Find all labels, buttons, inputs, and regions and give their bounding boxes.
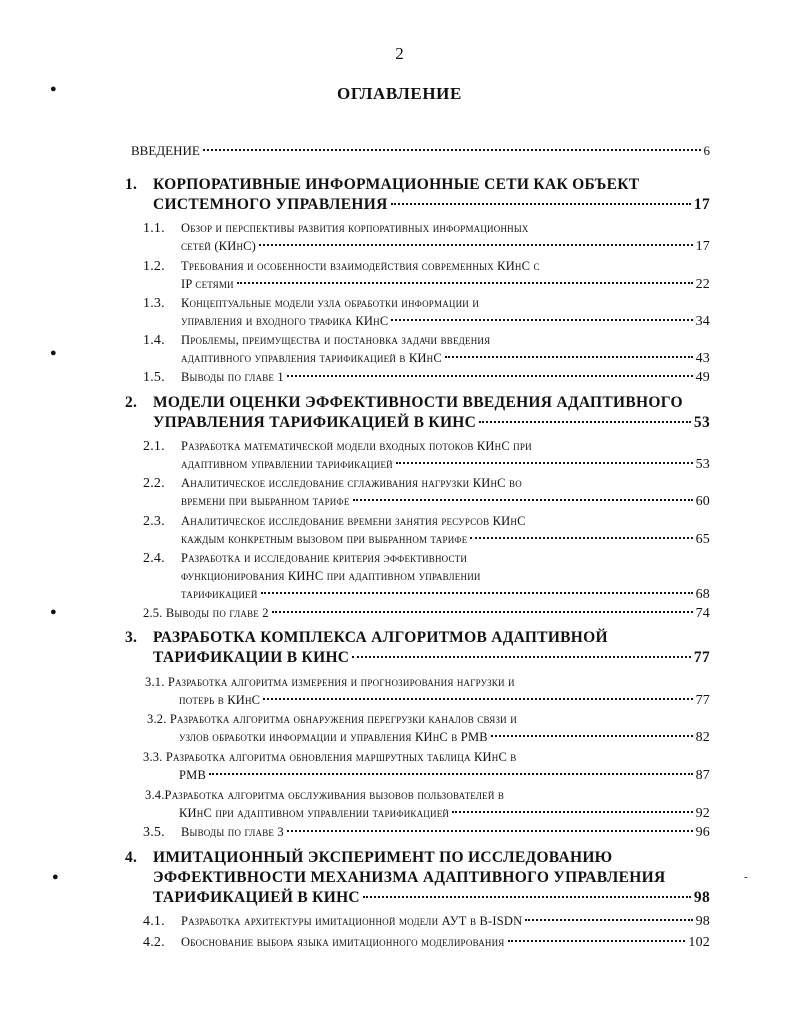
toc-section-2-4[interactable] bbox=[143, 549, 710, 604]
section-number: 1.4. bbox=[143, 333, 165, 348]
section-title-line: 2.5. Выводы по главе 2 bbox=[143, 606, 269, 620]
section-title-line: Разработка и исследование критерия эффективности bbox=[181, 551, 468, 565]
chapter-title-line: РАЗРАБОТКА КОМПЛЕКСА АЛГОРИТМОВ АДАПТИВНОЙ bbox=[153, 629, 608, 646]
section-number: 4.1. bbox=[143, 914, 165, 929]
section-title-line: функционирования КИНС при адаптивном управлении bbox=[181, 569, 481, 583]
dot-leader bbox=[287, 830, 693, 832]
toc-section-1-4[interactable] bbox=[143, 331, 710, 368]
dot-leader bbox=[352, 656, 691, 658]
toc-page-number: 77 bbox=[695, 693, 710, 708]
dot-leader bbox=[470, 537, 692, 539]
section-title-line: сетей (КИнС) bbox=[181, 239, 257, 253]
dot-leader bbox=[391, 319, 692, 321]
dot-leader bbox=[445, 356, 693, 358]
toc-page-number: 22 bbox=[695, 277, 710, 292]
chapter-title-line: СИСТЕМНОГО УПРАВЛЕНИЯ bbox=[153, 196, 388, 213]
section-title-line: узлов обработки информации и управления КИнС в РМВ bbox=[179, 730, 488, 744]
chapter-number: 1. bbox=[125, 176, 138, 193]
toc-page-number: 53 bbox=[695, 457, 710, 472]
toc-page-number: 77 bbox=[693, 649, 710, 666]
dot-leader bbox=[259, 244, 693, 246]
chapter-title-line: УПРАВЛЕНИЯ ТАРИФИКАЦИЕЙ В КИНС bbox=[153, 414, 477, 431]
chapter-title-line: ТАРИФИКАЦИИ В КИНС bbox=[153, 649, 350, 666]
section-title-line: Выводы по главе 1 bbox=[181, 370, 284, 384]
section-title-line: времени при выбранном тарифе bbox=[181, 494, 350, 508]
toc-page-number: 98 bbox=[695, 914, 710, 929]
section-title-line: РМВ bbox=[179, 768, 207, 782]
dot-leader bbox=[363, 896, 691, 898]
section-title-line: Выводы по главе 3 bbox=[181, 825, 284, 839]
chapter-title-line: ЭФФЕКТИВНОСТИ МЕХАНИЗМА АДАПТИВНОГО УПРАВЛЕНИЯ bbox=[153, 869, 666, 886]
section-title-line: управления и входного трафика КИнС bbox=[181, 314, 389, 328]
toc-title: ОГЛАВЛЕНИЕ bbox=[337, 84, 462, 103]
section-number: 2.2. bbox=[143, 476, 165, 491]
toc-section-1-2[interactable] bbox=[143, 257, 710, 294]
section-number: 1.3. bbox=[143, 296, 165, 311]
dot-leader bbox=[508, 940, 686, 942]
section-title-line: Концептуальные модели узла обработки информации и bbox=[181, 296, 480, 310]
section-title-line: потерь в КИнС bbox=[179, 693, 261, 707]
toc-section-3-1[interactable] bbox=[145, 673, 710, 710]
section-title-line: каждым конкретным вызовом при выбранном тарифе bbox=[181, 532, 468, 546]
dot-leader bbox=[479, 421, 691, 423]
section-title-line: 3.2. Разработка алгоритма обнаружения перегрузки каналов связи и bbox=[147, 712, 517, 726]
chapter-number: 4. bbox=[125, 849, 138, 866]
chapter-title-line: ИМИТАЦИОННЫЙ ЭКСПЕРИМЕНТ ПО ИССЛЕДОВАНИЮ bbox=[153, 849, 613, 866]
chapter-title-line: МОДЕЛИ ОЦЕНКИ ЭФФЕКТИВНОСТИ ВВЕДЕНИЯ АДАПТИВНОГО bbox=[153, 394, 683, 411]
toc-page-number: 87 bbox=[695, 768, 710, 783]
dot-leader bbox=[287, 375, 693, 377]
toc-page-number: 53 bbox=[693, 414, 710, 431]
toc-page-number: 102 bbox=[688, 935, 710, 950]
toc-page-number: 92 bbox=[695, 806, 710, 821]
dot-leader bbox=[237, 282, 693, 284]
toc-page-number: 98 bbox=[693, 889, 710, 906]
toc-section-2-5[interactable] bbox=[143, 604, 710, 623]
section-title-line: Разработка математической модели входных потоков КИнС при bbox=[181, 439, 532, 453]
toc-section-2-2[interactable] bbox=[143, 474, 710, 511]
toc-chapter-1[interactable] bbox=[125, 175, 710, 215]
toc-page-number: 49 bbox=[695, 370, 710, 385]
section-number: 4.2. bbox=[143, 935, 165, 950]
toc-chapter-4[interactable] bbox=[125, 848, 710, 908]
dot-leader bbox=[272, 611, 693, 613]
section-number: 2.4. bbox=[143, 551, 165, 566]
page-number: 2 bbox=[395, 44, 404, 63]
scan-mark-dash: - bbox=[744, 871, 748, 883]
section-title-line: адаптивном управлении тарификацией bbox=[181, 457, 393, 471]
section-title-line: КИнС при адаптивном управлении тарификацией bbox=[179, 806, 450, 820]
toc-page-number: 82 bbox=[695, 730, 710, 745]
section-title-line: Требования и особенности взаимодействия современных КИнС с bbox=[181, 259, 540, 273]
chapter-title-line: КОРПОРАТИВНЫЕ ИНФОРМАЦИОННЫЕ СЕТИ КАК ОБЪЕКТ bbox=[153, 176, 640, 193]
dot-leader bbox=[263, 698, 692, 700]
dot-leader bbox=[452, 811, 693, 813]
section-number: 2.1. bbox=[143, 439, 165, 454]
toc-page-number: 74 bbox=[695, 606, 710, 621]
scan-mark-dot: ● bbox=[50, 83, 57, 95]
scan-mark-dot: ● bbox=[52, 871, 59, 883]
section-title-line: 3.4.Разработка алгоритма обслуживания вызовов пользователей в bbox=[145, 788, 505, 802]
section-title-line: тарификацией bbox=[181, 587, 258, 601]
toc-page-number: 17 bbox=[693, 196, 710, 213]
section-title-line: IP сетями bbox=[181, 277, 234, 291]
section-title-line: Разработка архитектуры имитационной модели АУТ в B-ISDN bbox=[181, 914, 523, 928]
chapter-number: 3. bbox=[125, 629, 138, 646]
section-title-line: 3.3. Разработка алгоритма обновления маршрутных таблица КИнС в bbox=[143, 750, 517, 764]
section-title-line: Аналитическое исследование сглаживания нагрузки КИнС во bbox=[181, 476, 522, 490]
toc-page-number: 34 bbox=[695, 314, 710, 329]
section-number: 3.5. bbox=[143, 825, 165, 840]
toc-section-4-1[interactable] bbox=[143, 912, 710, 931]
toc-section-1-3[interactable] bbox=[143, 294, 710, 331]
toc-page-number: 6 bbox=[703, 143, 710, 158]
section-title-line: 3.1. Разработка алгоритма измерения и прогнозирования нагрузки и bbox=[145, 675, 515, 689]
toc-page-number: 65 bbox=[695, 532, 710, 547]
chapter-number: 2. bbox=[125, 394, 138, 411]
section-number: 2.3. bbox=[143, 514, 165, 529]
toc-section-3-3[interactable] bbox=[143, 748, 710, 785]
toc-page-number: 43 bbox=[695, 351, 710, 366]
toc-section-3-2[interactable] bbox=[147, 710, 710, 747]
dot-leader bbox=[209, 773, 693, 775]
section-number: 1.5. bbox=[143, 370, 165, 385]
section-title-line: адаптивного управления тарификацией в КИнС bbox=[181, 351, 442, 365]
toc-section-4-2[interactable] bbox=[143, 933, 710, 952]
section-title-line: Обоснование выбора языка имитационного моделирования bbox=[181, 935, 505, 949]
toc-chapter-3[interactable] bbox=[125, 628, 710, 668]
dot-leader bbox=[396, 462, 693, 464]
dot-leader bbox=[203, 149, 701, 151]
toc-section-3-4[interactable] bbox=[145, 786, 710, 823]
toc-page-number: 68 bbox=[695, 587, 710, 602]
toc-page-number: 17 bbox=[695, 239, 710, 254]
dot-leader bbox=[525, 919, 692, 921]
scan-mark-dot: ● bbox=[50, 606, 57, 618]
toc-section-2-1[interactable] bbox=[143, 437, 710, 474]
toc-section-1-5[interactable] bbox=[143, 368, 710, 387]
toc-section-2-3[interactable] bbox=[143, 512, 710, 549]
dot-leader bbox=[391, 203, 691, 205]
section-title-line: Обзор и перспективы развития корпоративных информационных bbox=[181, 221, 529, 235]
dot-leader bbox=[491, 735, 693, 737]
section-title-line: Проблемы, преимущества и постановка задачи введения bbox=[181, 333, 491, 347]
dot-leader bbox=[261, 592, 693, 594]
chapter-title-line: ТАРИФИКАЦИЕЙ В КИНС bbox=[153, 889, 360, 906]
section-title-line: Аналитическое исследование времени занятия ресурсов КИнС bbox=[181, 514, 526, 528]
toc-entry-introduction[interactable] bbox=[131, 143, 710, 159]
toc-chapter-2[interactable] bbox=[125, 393, 710, 433]
toc-section-1-1[interactable] bbox=[143, 219, 710, 256]
section-number: 1.1. bbox=[143, 221, 165, 236]
toc-section-3-5[interactable] bbox=[143, 823, 710, 842]
dot-leader bbox=[353, 499, 693, 501]
toc-page-number: 96 bbox=[695, 825, 710, 840]
section-number: 1.2. bbox=[143, 259, 165, 274]
toc-page-number: 60 bbox=[695, 494, 710, 509]
scan-mark-dot: ● bbox=[50, 347, 57, 359]
toc-entry-title: ВВЕДЕНИЕ bbox=[131, 143, 200, 158]
